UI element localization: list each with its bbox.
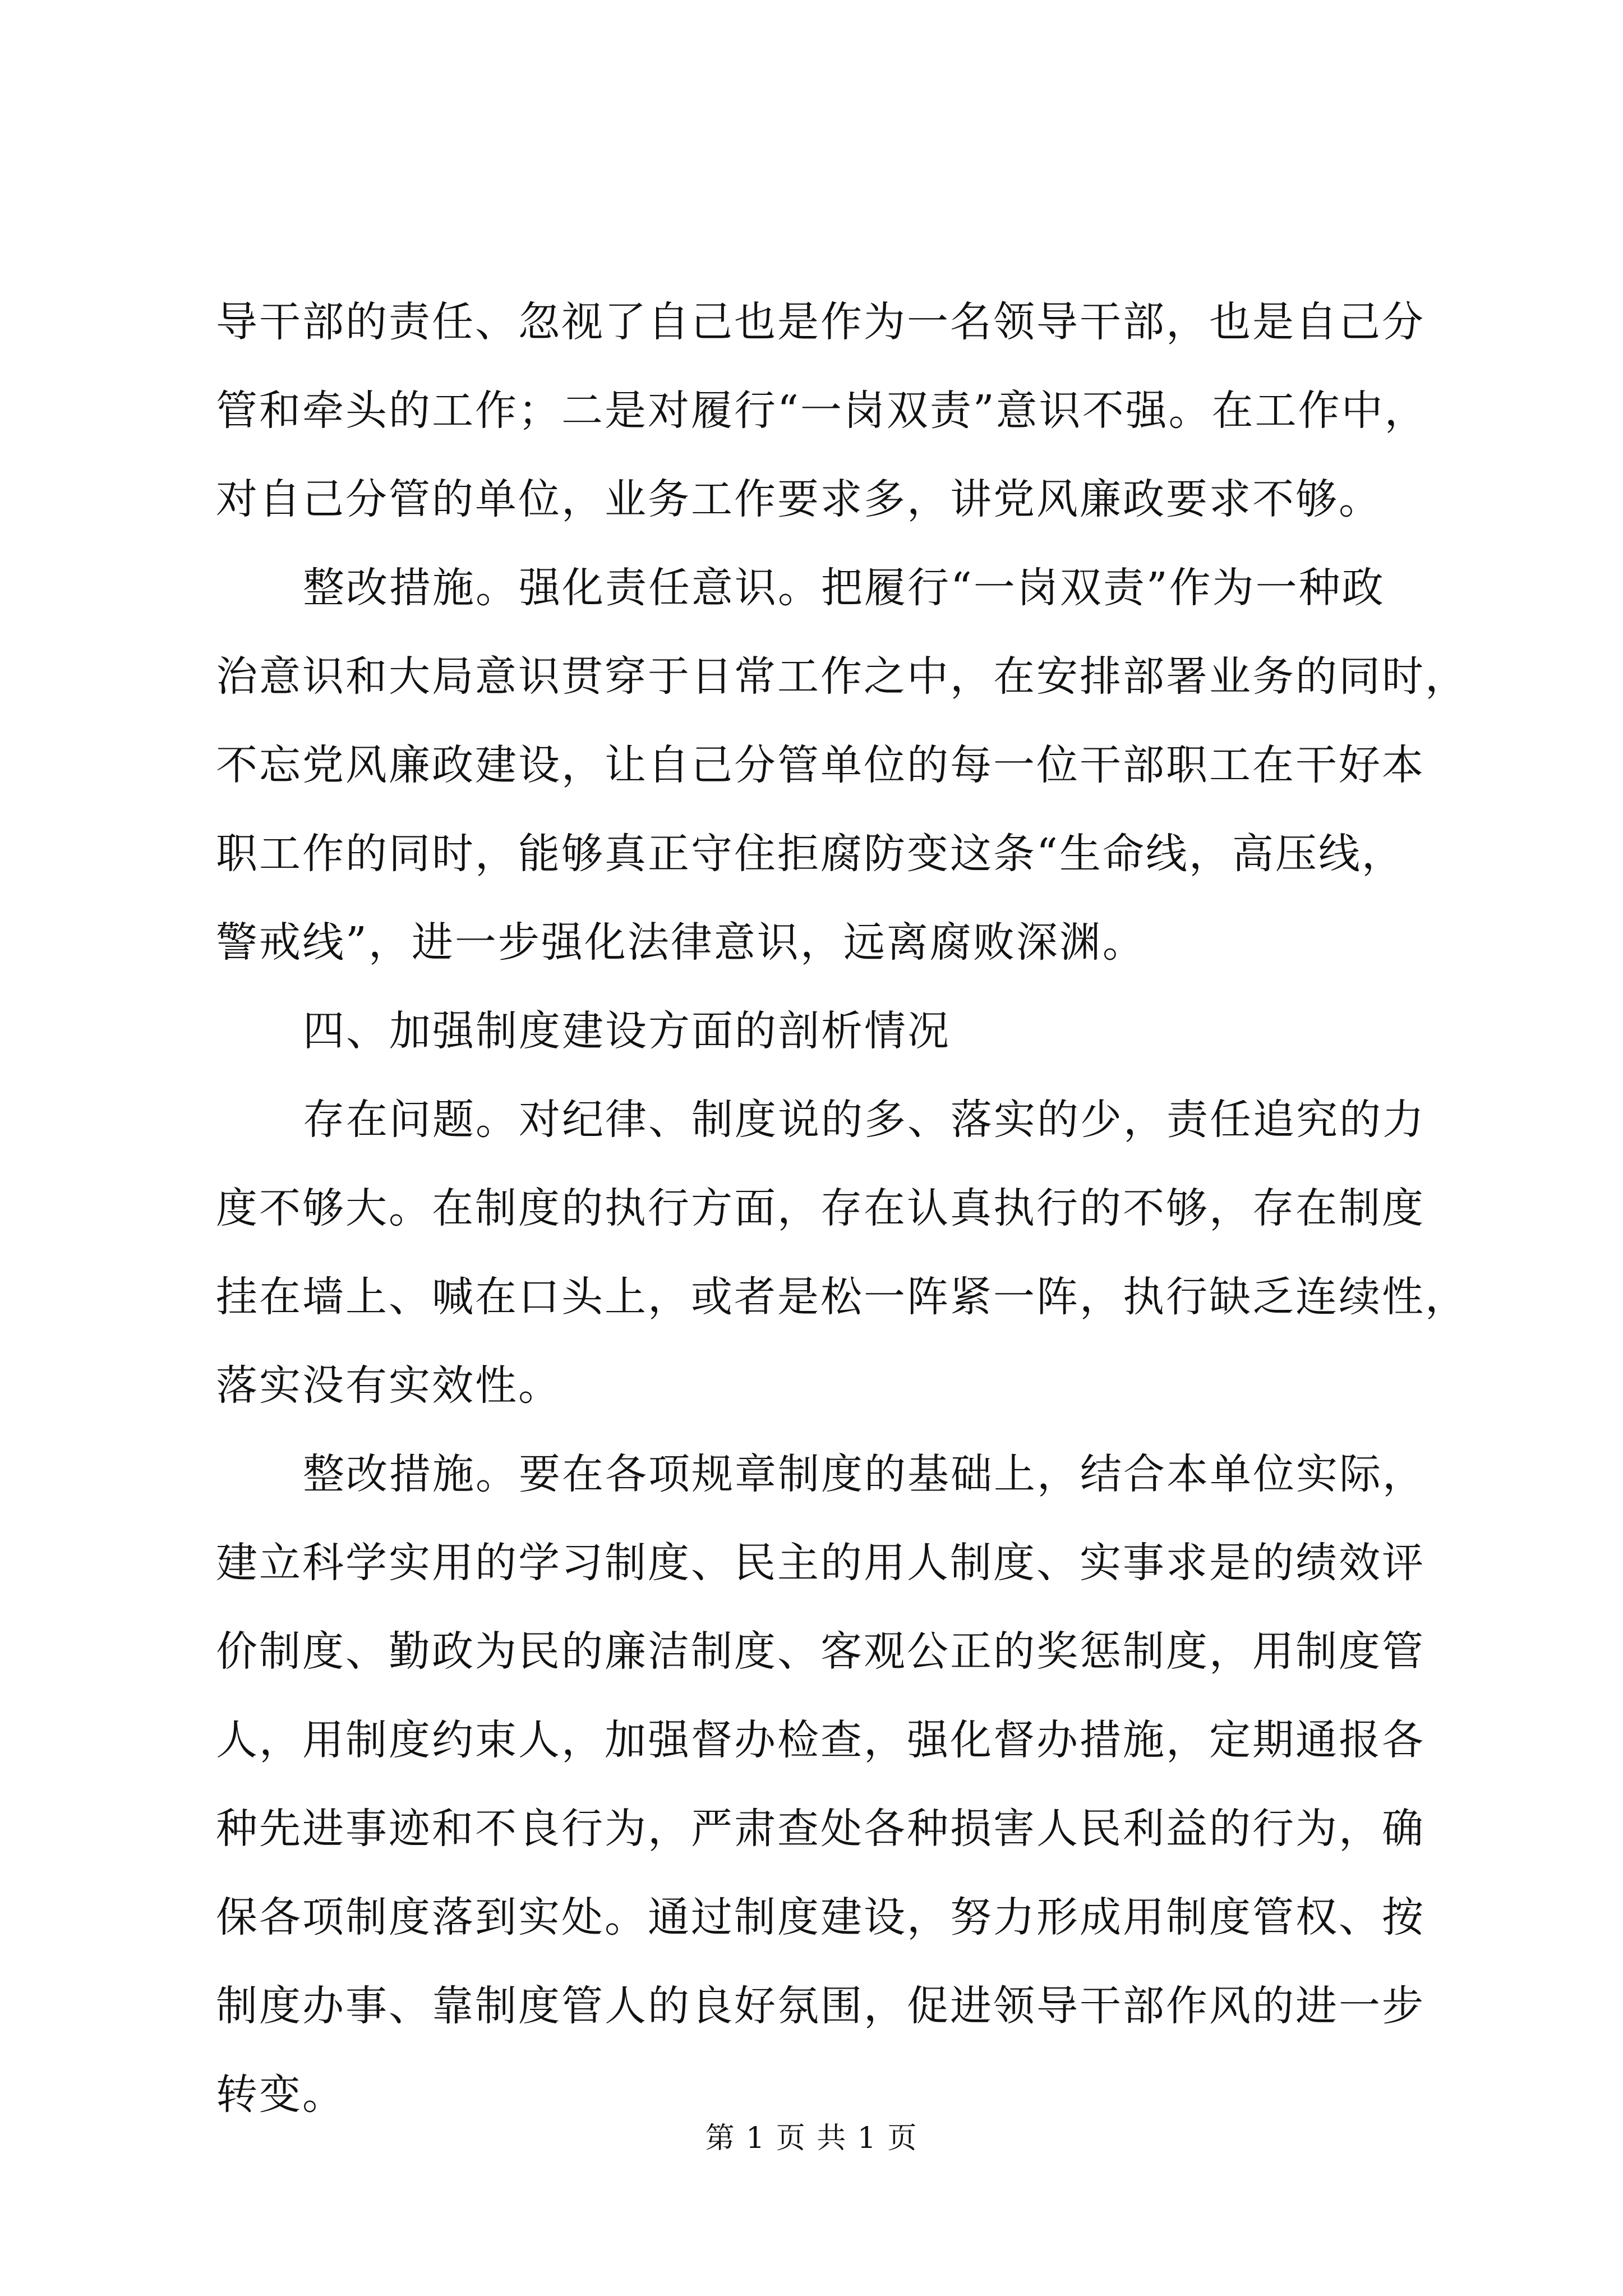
text-line: 保各项制度落到实处。通过制度建设，努力形成用制度管权、按	[216, 1893, 1425, 1941]
text-line: 种先进事迹和不良行为，严肃查处各种损害人民利益的行为，确	[216, 1805, 1425, 1853]
text-line: 建立科学实用的学习制度、民主的用人制度、实事求是的绩效评	[216, 1539, 1425, 1587]
text-line: 整改措施。要在各项规章制度的基础上，结合本单位实际，	[303, 1450, 1426, 1498]
text-line: 警戒线”，进一步强化法律意识，远离腐败深渊。	[216, 918, 1146, 967]
text-line: 挂在墙上、喊在口头上，或者是松一阵紧一阵，执行缺乏连续性，	[216, 1273, 1468, 1321]
text-line: 落实没有实效性。	[216, 1361, 561, 1410]
text-line: 治意识和大局意识贯穿于日常工作之中，在安排部署业务的同时，	[216, 652, 1468, 701]
text-line: 人，用制度约束人，加强督办检查，强化督办措施，定期通报各	[216, 1716, 1425, 1764]
text-line: 度不够大。在制度的执行方面，存在认真执行的不够，存在制度	[216, 1184, 1425, 1232]
text-line: 四、加强制度建设方面的剖析情况	[303, 1007, 951, 1055]
text-line: 存在问题。对纪律、制度说的多、落实的少，责任追究的力	[303, 1096, 1426, 1144]
text-line: 职工作的同时，能够真正守住拒腐防变这条“生命线，高压线，	[216, 830, 1405, 878]
text-line: 制度办事、靠制度管人的良好氛围，促进领导干部作风的进一步	[216, 1982, 1425, 2030]
text-line: 转变。	[216, 2070, 345, 2119]
text-line: 对自己分管的单位，业务工作要求多，讲党风廉政要求不够。	[216, 475, 1382, 523]
text-line: 导干部的责任、忽视了自己也是作为一名领导干部，也是自己分	[216, 298, 1425, 346]
text-line: 不忘党风廉政建设，让自己分管单位的每一位干部职工在干好本	[216, 741, 1425, 789]
text-line: 管和牵头的工作；二是对履行“一岗双责”意识不强。在工作中，	[216, 386, 1428, 435]
text-line: 整改措施。强化责任意识。把履行“一岗双责”作为一种政	[303, 564, 1385, 612]
text-line: 价制度、勤政为民的廉洁制度、客观公正的奖惩制度，用制度管	[216, 1627, 1425, 1676]
page-footer: 第 1 页 共 1 页	[705, 2122, 918, 2155]
document-body	[216, 297, 1478, 2159]
